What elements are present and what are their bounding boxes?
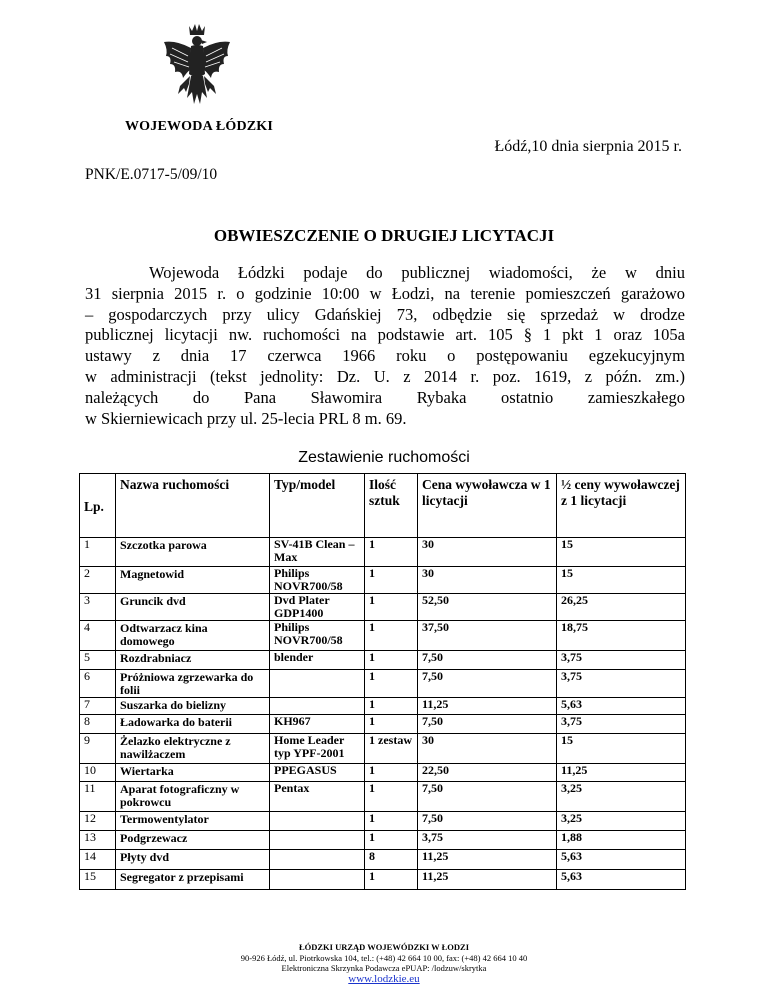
cell-qty: 8 [365, 850, 418, 870]
cell-model: KH967 [270, 715, 365, 734]
cell-model: blender [270, 651, 365, 670]
cell-name: Aparat fotograficzny w pokrowcu [116, 782, 270, 812]
issuer-name: WOJEWODA ŁÓDZKI [124, 119, 274, 134]
cell-qty: 1 [365, 764, 418, 782]
cell-name: Próżniowa zgrzewarka do folii [116, 670, 270, 698]
cell-price: 30 [418, 538, 557, 567]
cell-lp: 7 [80, 698, 116, 715]
cell-name: Magnetowid [116, 567, 270, 594]
date-line: Łódź,10 dnia sierpnia 2015 r. [494, 138, 682, 155]
cell-model: Philips NOVR700/58 [270, 567, 365, 594]
cell-half-price: 5,63 [557, 850, 686, 870]
table-row [80, 567, 686, 594]
table-row [80, 812, 686, 831]
cell-model [270, 812, 365, 831]
cell-lp: 9 [80, 734, 116, 764]
cell-price: 11,25 [418, 850, 557, 870]
cell-name: Podgrzewacz [116, 831, 270, 850]
body-line: ustawy z dnia 17 czerwca 1966 roku o postępowaniu egzekucyjnym [85, 346, 685, 366]
cell-price: 30 [418, 567, 557, 594]
table-row [80, 831, 686, 850]
table-row [80, 670, 686, 698]
cell-price: 37,50 [418, 621, 557, 651]
cell-half-price: 11,25 [557, 764, 686, 782]
cell-half-price: 5,63 [557, 698, 686, 715]
cell-price: 11,25 [418, 698, 557, 715]
cell-half-price: 3,75 [557, 670, 686, 698]
table-row [80, 850, 686, 870]
body-line: – gospodarczych przy ulicy Gdańskiej 73, odbędzie się sprzedaż w drodze [85, 304, 685, 324]
table-row [80, 870, 686, 890]
body-line: w Skierniewicach przy ul. 25-lecia PRL 8 m. 69. [85, 408, 407, 428]
cell-qty: 1 [365, 698, 418, 715]
table-row [80, 698, 686, 715]
header-half-price: ½ ceny wywoławczej z 1 licytacji [557, 474, 686, 538]
cell-name: Odtwarzacz kina domowego [116, 621, 270, 651]
cell-lp: 12 [80, 812, 116, 831]
cell-name: Żelazko elektryczne z nawilżaczem [116, 734, 270, 764]
cell-qty: 1 [365, 594, 418, 621]
header-lp: Lp. [80, 474, 116, 538]
cell-model: SV-41B Clean – Max [270, 538, 365, 567]
cell-half-price: 26,25 [557, 594, 686, 621]
body-line: 31 sierpnia 2015 r. o godzinie 10:00 w Łodzi, na terenie pomieszczeń garażowo [85, 283, 685, 303]
cell-model: Pentax [270, 782, 365, 812]
cell-half-price: 15 [557, 734, 686, 764]
cell-model: Dvd Plater GDP1400 [270, 594, 365, 621]
cell-price: 3,75 [418, 831, 557, 850]
items-table [79, 473, 686, 890]
cell-half-price: 3,75 [557, 715, 686, 734]
cell-model [270, 870, 365, 890]
cell-qty: 1 [365, 621, 418, 651]
cell-name: Rozdrabniacz [116, 651, 270, 670]
table-row [80, 594, 686, 621]
footer-address: 90-926 Łódź, ul. Piotrkowska 104, tel.: (+48) 42 664 10 00, fax: (+48) 42 664 10 40 [240, 953, 528, 963]
cell-model [270, 850, 365, 870]
eagle-emblem-icon [162, 22, 232, 118]
cell-half-price: 18,75 [557, 621, 686, 651]
cell-lp: 1 [80, 538, 116, 567]
cell-lp: 2 [80, 567, 116, 594]
table-header-row [80, 474, 686, 538]
cell-half-price: 3,25 [557, 782, 686, 812]
footer-website-link[interactable]: www.lodzkie.eu [348, 973, 420, 985]
cell-name: Gruncik dvd [116, 594, 270, 621]
cell-price: 7,50 [418, 670, 557, 698]
body-line: Wojewoda Łódzki podaje do publicznej wiadomości, że w dniu [149, 263, 685, 282]
cell-half-price: 15 [557, 567, 686, 594]
cell-model [270, 831, 365, 850]
cell-model: PPEGASUS [270, 764, 365, 782]
cell-half-price: 15 [557, 538, 686, 567]
cell-qty: 1 [365, 870, 418, 890]
table-caption: Zestawienie ruchomości [298, 449, 470, 466]
cell-model: Philips NOVR700/58 [270, 621, 365, 651]
cell-price: 7,50 [418, 812, 557, 831]
table-row [80, 715, 686, 734]
cell-price: 7,50 [418, 782, 557, 812]
cell-name: Płyty dvd [116, 850, 270, 870]
body-line: w administracji (tekst jednolity: Dz. U. z 2014 r. poz. 1619, z późn. zm.) [85, 366, 685, 386]
body-line: należących do Pana Sławomira Rybaka ostatnio zamieszkałego [85, 387, 685, 407]
cell-price: 52,50 [418, 594, 557, 621]
table-row [80, 782, 686, 812]
cell-half-price: 1,88 [557, 831, 686, 850]
cell-lp: 8 [80, 715, 116, 734]
table-body [80, 538, 686, 890]
cell-qty: 1 [365, 538, 418, 567]
cell-name: Termowentylator [116, 812, 270, 831]
cell-half-price: 3,75 [557, 651, 686, 670]
footer-office: ŁÓDZKI URZĄD WOJEWÓDZKI W ŁODZI [298, 942, 470, 952]
cell-lp: 11 [80, 782, 116, 812]
cell-lp: 3 [80, 594, 116, 621]
cell-name: Suszarka do bielizny [116, 698, 270, 715]
cell-half-price: 3,25 [557, 812, 686, 831]
announcement-body [85, 263, 685, 429]
cell-qty: 1 [365, 567, 418, 594]
cell-price: 11,25 [418, 870, 557, 890]
cell-name: Ładowarka do baterii [116, 715, 270, 734]
cell-qty: 1 zestaw [365, 734, 418, 764]
cell-half-price: 5,63 [557, 870, 686, 890]
header-qty: Ilość sztuk [365, 474, 418, 538]
header-price: Cena wywoławcza w 1 licytacji [418, 474, 557, 538]
cell-price: 7,50 [418, 715, 557, 734]
header-name: Nazwa ruchomości [116, 474, 270, 538]
cell-qty: 1 [365, 782, 418, 812]
cell-lp: 4 [80, 621, 116, 651]
cell-model [270, 670, 365, 698]
reference-number: PNK/E.0717-5/09/10 [85, 166, 218, 183]
cell-lp: 13 [80, 831, 116, 850]
cell-qty: 1 [365, 715, 418, 734]
cell-price: 30 [418, 734, 557, 764]
table-row [80, 764, 686, 782]
cell-price: 7,50 [418, 651, 557, 670]
cell-name: Segregator z przepisami [116, 870, 270, 890]
cell-price: 22,50 [418, 764, 557, 782]
cell-qty: 1 [365, 670, 418, 698]
footer [0, 942, 768, 986]
table-row [80, 734, 686, 764]
cell-qty: 1 [365, 812, 418, 831]
cell-lp: 15 [80, 870, 116, 890]
cell-qty: 1 [365, 831, 418, 850]
cell-lp: 6 [80, 670, 116, 698]
footer-epuap: Elektroniczna Skrzynka Podawcza ePUAP: /lodzuw/skrytka [281, 963, 487, 973]
cell-lp: 5 [80, 651, 116, 670]
table-row [80, 538, 686, 567]
cell-qty: 1 [365, 651, 418, 670]
cell-name: Szczotka parowa [116, 538, 270, 567]
cell-name: Wiertarka [116, 764, 270, 782]
document-title: OBWIESZCZENIE O DRUGIEJ LICYTACJI [213, 226, 555, 245]
cell-model: Home Leader typ YPF-2001 [270, 734, 365, 764]
cell-lp: 10 [80, 764, 116, 782]
header-model: Typ/model [270, 474, 365, 538]
cell-lp: 14 [80, 850, 116, 870]
table-row [80, 651, 686, 670]
table-row [80, 621, 686, 651]
cell-model [270, 698, 365, 715]
body-line: publicznej licytacji nw. ruchomości na podstawie art. 105 § 1 pkt 1 oraz 105a [85, 325, 685, 345]
